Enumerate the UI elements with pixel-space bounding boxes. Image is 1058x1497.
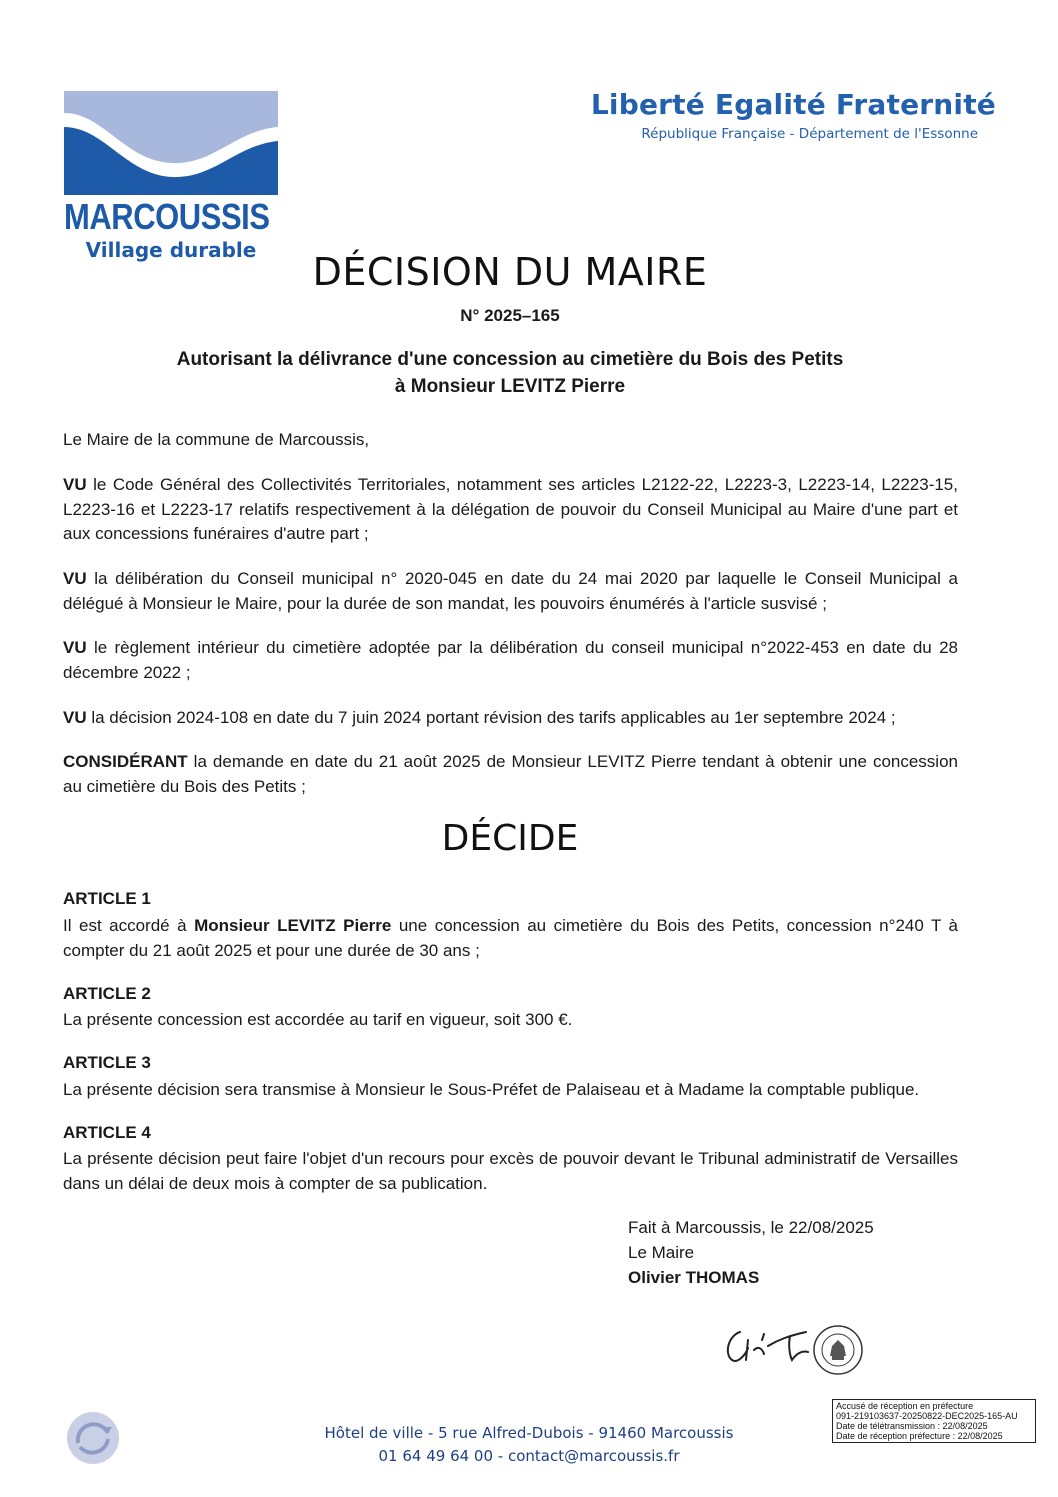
article-1-heading: ARTICLE 1	[63, 889, 151, 908]
article-3-text: La présente décision sera transmise à Monsieur le Sous-Préfet de Palaiseau et à Madame la comptable publique.	[63, 1080, 920, 1099]
signature-block	[628, 1215, 874, 1290]
article-2-text: La présente concession est accordée au tarif en vigueur, soit 300 €.	[63, 1010, 573, 1029]
document-title: DÉCISION DU MAIRE	[312, 250, 708, 294]
consideration-4	[63, 706, 958, 731]
consideration-keyword: VU	[63, 638, 87, 657]
consideration-2	[63, 567, 958, 616]
place-date: Fait à Marcoussis, le 22/08/2025	[628, 1218, 874, 1237]
consideration-text: la décision 2024-108 en date du 7 juin 2024 portant révision des tarifs applicables au 1er septembre 2024 ;	[86, 708, 896, 727]
handwritten-signature	[718, 1310, 818, 1370]
town-seal-icon	[812, 1324, 864, 1376]
consideration-text: la délibération du Conseil municipal n° 2020-045 en date du 24 mai 2020 par laquelle le Conseil Municipal a délégué à Monsieur le Maire, pour la durée de son mandat, les pouvoirs énumérés à l'article susvisé ;	[63, 569, 958, 613]
article-1-text	[63, 914, 958, 963]
consideration-1	[63, 473, 958, 547]
subject-line-1: Autorisant la délivrance d'une concession au cimetière du Bois des Petits	[176, 349, 844, 370]
article-text-part: une concession au cimetière du Bois des Petits, concession n°240 T à compter du 21 août 2025 et pour une durée de 30 ans ;	[63, 916, 958, 960]
footer-address: Hôtel de ville - 5 rue Alfred-Dubois - 91460 Marcoussis	[324, 1424, 734, 1442]
signatory-name: Olivier THOMAS	[628, 1268, 760, 1287]
consideration-keyword: VU	[63, 569, 87, 588]
stamp-line: 091-219103637-20250822-DEC2025-165-AU	[836, 1411, 1018, 1421]
decision-number: N° 2025–165	[460, 306, 560, 325]
consideration-keyword: VU	[63, 708, 87, 727]
logo-tagline: Village durable	[85, 238, 257, 262]
consideration-5	[63, 750, 958, 799]
consideration-text: le règlement intérieur du cimetière adoptée par la délibération du conseil municipal n°2022-453 en date du 28 décembre 2022 ;	[63, 638, 958, 682]
subject-line-2: à Monsieur LEVITZ Pierre	[394, 376, 626, 397]
footer-contact: 01 64 49 64 00 - contact@marcoussis.fr	[378, 1447, 680, 1465]
stamp-line: Accusé de réception en préfecture	[836, 1401, 974, 1411]
article-beneficiary: Monsieur LEVITZ Pierre	[194, 916, 392, 935]
article-4-heading: ARTICLE 4	[63, 1123, 151, 1142]
decision-subject	[0, 346, 1020, 400]
consideration-keyword: CONSIDÉRANT	[63, 752, 188, 771]
consideration-keyword: VU	[63, 475, 87, 494]
republic-motto: Liberté Egalité Fraternité	[590, 88, 996, 121]
article-2-heading: ARTICLE 2	[63, 984, 151, 1003]
intro-paragraph: Le Maire de la commune de Marcoussis,	[63, 430, 370, 449]
signatory-role: Le Maire	[628, 1243, 695, 1262]
consideration-text: la demande en date du 21 août 2025 de Monsieur LEVITZ Pierre tendant à obtenir une concession au cimetière du Bois des Petits ;	[63, 752, 958, 796]
republic-subtitle: République Française - Département de l'Essonne	[641, 126, 978, 142]
consideration-3	[63, 636, 958, 685]
decide-heading: DÉCIDE	[441, 818, 579, 859]
logo-name: MARCOUSSIS	[64, 196, 270, 237]
article-text-part: Il est accordé à	[63, 916, 195, 935]
stamp-line: Date de réception préfecture : 22/08/2025	[836, 1431, 1003, 1441]
consideration-text: le Code Général des Collectivités Territoriales, notamment ses articles L2122-22, L2223-3, L2223-14, L2223-15, L2223-16 et L2223-17 relatifs respectivement à la délégation de pouvoir du Conseil Municipal au Maire d'une part et aux concessions funéraires d'autre part ;	[63, 475, 958, 543]
stamp-line: Date de télétransmission : 22/08/2025	[836, 1421, 988, 1431]
article-3-heading: ARTICLE 3	[63, 1053, 151, 1072]
article-4-text: La présente décision peut faire l'objet d'un recours pour excès de pouvoir devant le Tribunal administratif de Versailles dans un délai de deux mois à compter de sa publication.	[63, 1149, 958, 1193]
